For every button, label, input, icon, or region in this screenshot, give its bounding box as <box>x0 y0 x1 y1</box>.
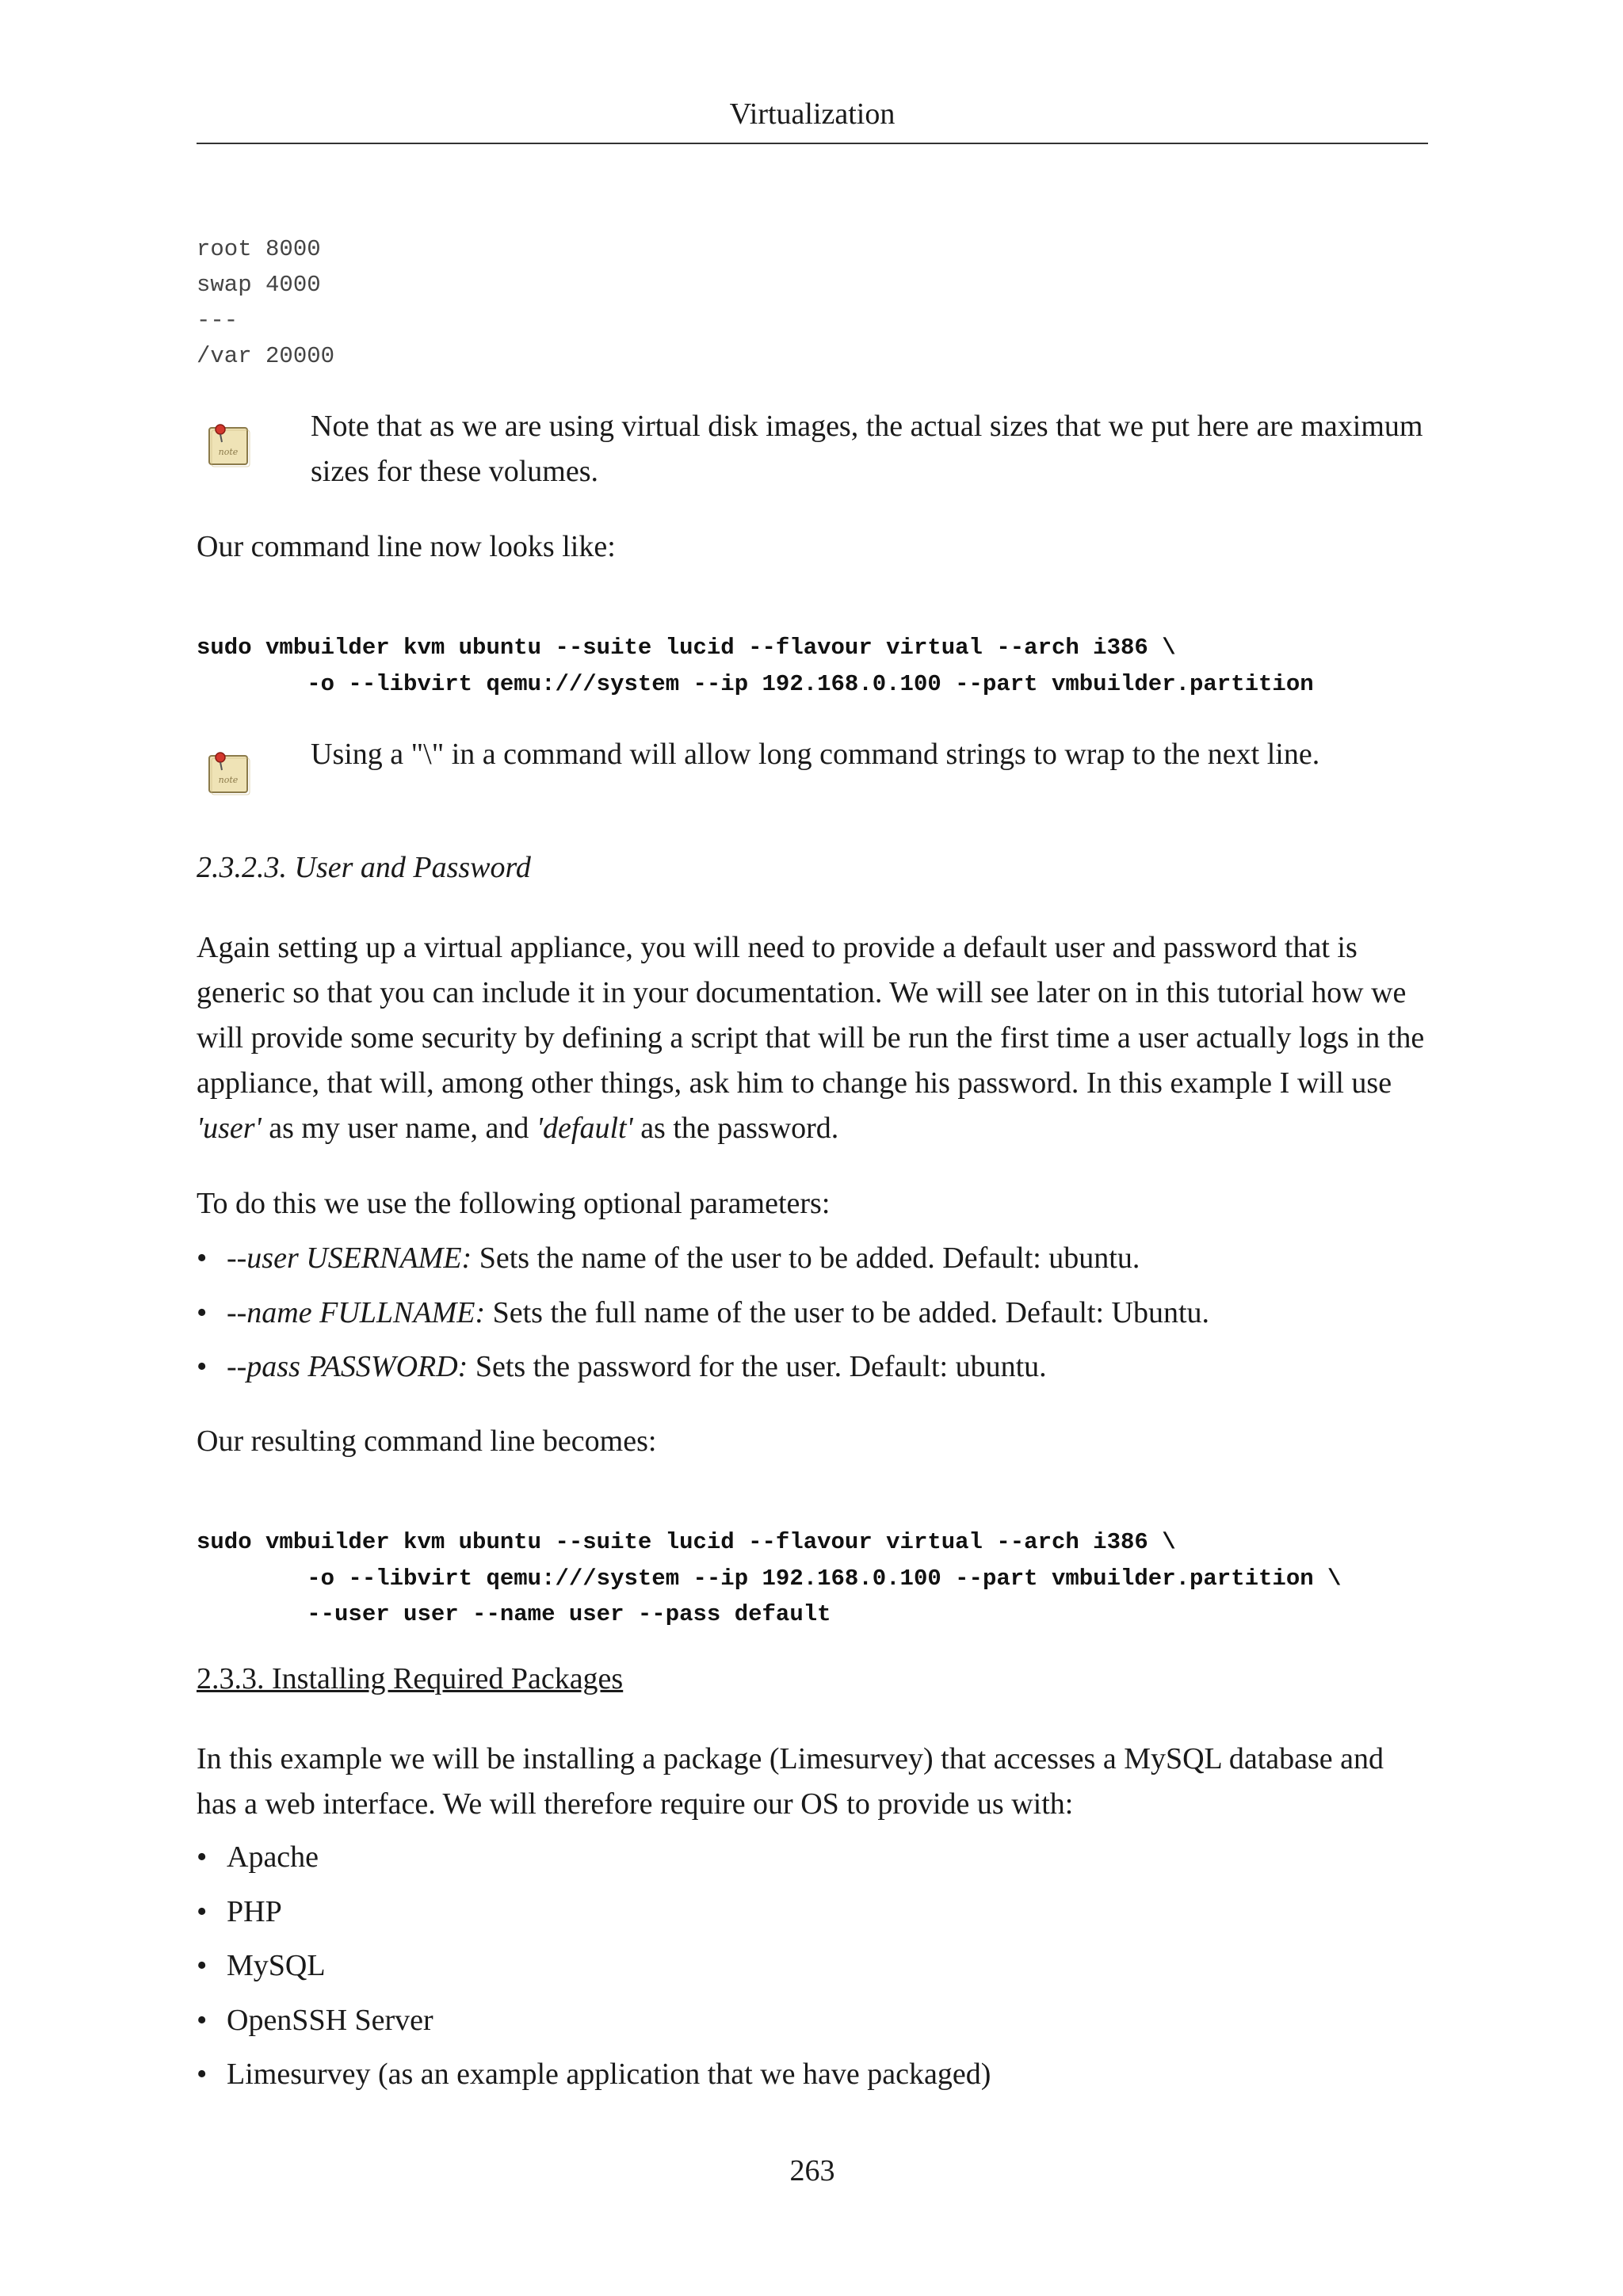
bullet: • <box>197 1949 208 1982</box>
list-item <box>197 1998 991 2053</box>
paragraph-text: Again setting up a virtual appliance, you will need to provide a default user and password that is generic so that you can include it in your documentation. We will see later on in this tutorial how we will provide some security by defining a script that will be run the first time a user actually logs in the appliance, that will, among other things, ask him to change his password. In this example I will use <box>197 931 1425 1100</box>
section-heading: 2.3.2.3. User and Password <box>197 851 531 884</box>
list-item-label: MySQL <box>227 1949 326 1982</box>
list-item <box>197 1344 1209 1399</box>
section-heading: 2.3.3. Installing Required Packages <box>197 1662 624 1695</box>
paragraph: Our command line now looks like: <box>197 530 616 563</box>
option-description: Sets the full name of the user to be added. Default: Ubuntu. <box>485 1295 1209 1329</box>
list-item <box>197 1943 991 1998</box>
option-description: Sets the password for the user. Default: ubuntu. <box>468 1350 1047 1383</box>
list-item <box>197 1291 1209 1345</box>
paragraph: In this example we will be installing a package (Limesurvey) that accesses a MySQL database and has a web interface. We will therefore require our OS to provide us with: <box>197 1742 1384 1821</box>
list-item-label: Limesurvey (as an example application that we have packaged) <box>227 2058 991 2091</box>
paragraph: Our resulting command line becomes: <box>197 1425 657 1458</box>
bullet: • <box>197 2003 208 2037</box>
paragraph-text: as the password. <box>632 1112 839 1145</box>
emphasis-default: 'default' <box>536 1112 633 1145</box>
page-number: 263 <box>789 2154 835 2187</box>
list-item <box>197 2052 991 2107</box>
note-text: Using a "\" in a command will allow long command strings to wrap to the next line. <box>311 738 1320 771</box>
partition-code-block <box>197 231 334 374</box>
svg-text:note: note <box>218 775 239 785</box>
list-item <box>197 1835 991 1890</box>
paragraph: To do this we use the following optional parameters: <box>197 1187 831 1220</box>
note-icon <box>204 420 254 469</box>
list-item <box>197 1236 1209 1291</box>
code-line: --- <box>197 307 239 334</box>
bullet: • <box>197 1241 208 1275</box>
list-item-label: OpenSSH Server <box>227 2003 433 2037</box>
command-line: --user user --name user --pass default <box>197 1601 831 1627</box>
option-name: --name FULLNAME: <box>227 1295 486 1329</box>
bullet: • <box>197 1840 208 1874</box>
code-line: root 8000 <box>197 236 321 262</box>
svg-text:note: note <box>218 447 239 457</box>
note-text: Note that as we are using virtual disk images, the actual sizes that we put here are maximum sizes for these volumes. <box>311 410 1423 488</box>
code-line: /var 20000 <box>197 343 335 369</box>
parameter-list <box>197 1236 1209 1399</box>
bullet: • <box>197 1350 208 1383</box>
paragraph <box>197 925 1428 1151</box>
command-line: -o --libvirt qemu:///system --ip 192.168.0.100 --part vmbuilder.partition \ <box>197 1565 1342 1592</box>
bullet: • <box>197 1894 208 1928</box>
list-item-label: PHP <box>227 1894 282 1928</box>
note-icon <box>204 748 254 797</box>
option-description: Sets the name of the user to be added. Default: ubuntu. <box>472 1241 1140 1275</box>
command-block <box>197 1524 1341 1633</box>
list-item-label: Apache <box>227 1840 319 1874</box>
running-header: Virtualization <box>729 97 896 131</box>
package-list <box>197 1835 991 2107</box>
command-line: sudo vmbuilder kvm ubuntu --suite lucid --flavour virtual --arch i386 \ <box>197 1529 1176 1555</box>
command-line: sudo vmbuilder kvm ubuntu --suite lucid --flavour virtual --arch i386 \ <box>197 635 1176 661</box>
command-block <box>197 630 1314 702</box>
command-line: -o --libvirt qemu:///system --ip 192.168.0.100 --part vmbuilder.partition <box>197 670 1314 697</box>
option-name: --user USERNAME: <box>227 1241 472 1275</box>
list-item <box>197 1890 991 1944</box>
option-name: --pass PASSWORD: <box>227 1350 468 1383</box>
code-line: swap 4000 <box>197 272 321 298</box>
bullet: • <box>197 2058 208 2091</box>
header-rule <box>197 143 1428 144</box>
paragraph-text: as my user name, and <box>261 1112 537 1145</box>
emphasis-user: 'user' <box>197 1112 262 1145</box>
bullet: • <box>197 1295 208 1329</box>
